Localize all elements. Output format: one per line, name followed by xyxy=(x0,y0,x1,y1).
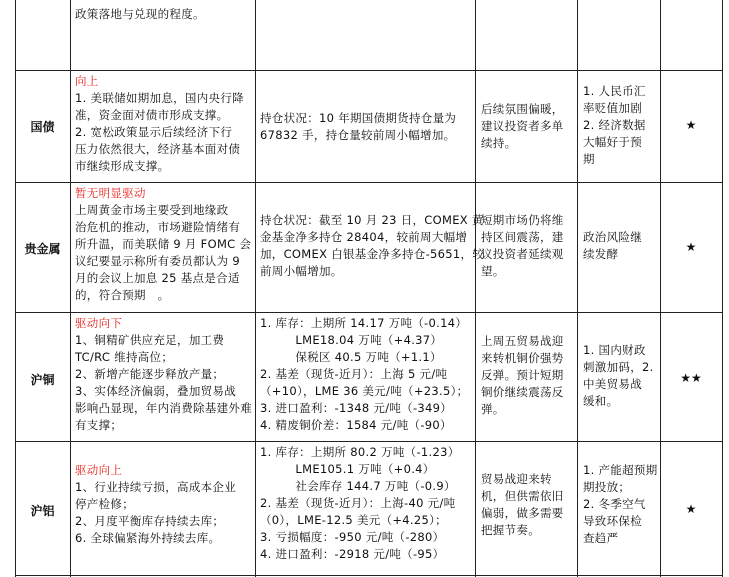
risk-line: 期 xyxy=(583,152,595,166)
risk-line: 导致环保检 xyxy=(583,514,642,528)
risk-line: 1. 人民币汇 xyxy=(583,84,646,98)
view-line: 偏弱，做多需要 xyxy=(481,506,564,520)
driver-line: 1. 美联储如期加息，国内央行降 xyxy=(75,91,244,105)
view-line: 上周五贸易战迎 xyxy=(481,334,564,348)
position-line: 持仓状况：截至 10 月 23 日，COMEX 黄 xyxy=(260,213,484,227)
position-line: 2. 基差（现货-近月）：上海 5 元/吨 xyxy=(260,367,448,381)
view-line: 反弹。预计短期 xyxy=(481,368,564,382)
row-divider xyxy=(15,312,723,313)
driver-line: 的，符合预期 。 xyxy=(75,288,170,302)
risk-line: 2. 冬季空气 xyxy=(583,497,646,511)
risk-line: 2. 经济数据 xyxy=(583,118,646,132)
driver-line: 议纪要显示称所有委员都认为 9 xyxy=(75,254,240,268)
driver-line: 2. 宽松政策显示后续经济下行 xyxy=(75,125,233,139)
view-line: 续持。 xyxy=(481,136,517,150)
driver-line: 1、行业持续亏损，高成本企业 xyxy=(75,480,237,494)
driver-line: 3、实体经济偏弱，叠加贸易战 xyxy=(75,384,237,398)
rating-star-icon: ★ xyxy=(685,502,697,516)
position-line: 前周小幅增加。 xyxy=(260,264,343,278)
driver-line: 有支撑； xyxy=(75,418,123,432)
position-line: （0），LME-12.5 美元（+4.25）； xyxy=(260,513,447,527)
driver-line: TC/RC 维持高位； xyxy=(75,350,174,364)
risk-line: 1. 产能超预期 xyxy=(583,463,658,477)
position-line: LME105.1 万吨（+0.4） xyxy=(260,462,435,476)
view-line: 短期市场仍将维 xyxy=(481,213,564,227)
positions-cell xyxy=(260,444,460,563)
view-line: 来转机铜价强势 xyxy=(481,351,564,365)
risk-cell xyxy=(583,229,642,263)
product-name: 贵金属 xyxy=(24,242,61,256)
trend-label: 驱动向上 xyxy=(75,463,123,477)
risk-line: 大幅好于预 xyxy=(583,135,642,149)
risk-line: 中美贸易战 xyxy=(583,377,642,391)
driver-line: 压力依然很大，经济基本面对债 xyxy=(75,142,241,156)
view-line: 持区间震荡，建 xyxy=(481,230,564,244)
drivers-cell xyxy=(75,462,236,547)
position-line: LME18.04 万吨（+4.37） xyxy=(260,333,443,347)
drivers-cell xyxy=(75,6,205,23)
position-line: 1. 库存：上期所 14.17 万吨（-0.14） xyxy=(260,316,468,330)
row-divider xyxy=(15,575,723,576)
view-line: 把握节奏。 xyxy=(481,523,540,537)
driver-line: 月的会议上加息 25 基点是合适 xyxy=(75,271,240,285)
driver-line: 2、新增产能逐步释放产量； xyxy=(75,367,225,381)
view-cell xyxy=(481,333,564,418)
risk-line: 1. 国内财政 xyxy=(583,343,646,357)
position-line: 3. 亏损幅度：-950 元/吨（-280） xyxy=(260,530,445,544)
driver-line: 1、铜精矿供应充足，加工费 xyxy=(75,333,225,347)
col-divider xyxy=(577,0,578,577)
drivers-cell xyxy=(75,315,252,434)
position-line: 2. 基差（现货-近月）：上海-40 元/吨 xyxy=(260,496,456,510)
view-line: 望。 xyxy=(481,264,505,278)
rating-star-icon: ★ xyxy=(685,118,697,132)
risk-cell xyxy=(583,83,646,168)
view-cell xyxy=(481,471,564,539)
positions-cell xyxy=(260,212,484,280)
drivers-cell xyxy=(75,73,244,175)
position-line: 3. 进口盈利：-1348 元/吨（-349） xyxy=(260,401,453,415)
view-cell xyxy=(481,101,564,152)
product-name: 国债 xyxy=(30,120,55,134)
driver-line: 影响凸显现，年内消费除基建外难 xyxy=(75,401,252,415)
col-divider xyxy=(722,0,723,577)
col-divider xyxy=(15,0,16,577)
view-line: 贸易战迎来转 xyxy=(481,472,552,486)
view-line: 机，但供需依旧 xyxy=(481,489,564,503)
view-line: 议投资者延续观 xyxy=(481,247,564,261)
view-line: 弹。 xyxy=(481,402,505,416)
rating-star-icon: ★ xyxy=(685,240,697,254)
trend-label: 向上 xyxy=(75,74,99,88)
row-divider xyxy=(15,70,723,71)
row-divider xyxy=(15,182,723,183)
position-line: 4. 进口盈利：-2918 元/吨（-95） xyxy=(260,547,445,561)
risk-cell xyxy=(583,342,654,410)
col-divider xyxy=(255,0,256,577)
position-line: 1. 库存：上期所 80.2 万吨（-1.23） xyxy=(260,445,460,459)
product-name: 沪铝 xyxy=(30,504,55,518)
col-divider xyxy=(475,0,476,577)
risk-line: 期投放； xyxy=(583,480,631,494)
position-line: 保税区 40.5 万吨（+1.1） xyxy=(260,350,442,364)
driver-line: 准，资金面对债市形成支撑。 xyxy=(75,108,229,122)
driver-line: 2、月度平衡库存持续去库； xyxy=(75,514,225,528)
driver-line: 上周黄金市场主要受到地缘政 xyxy=(75,203,229,217)
position-line: 金基金净多持仓 28404，较前周大幅增 xyxy=(260,230,468,244)
col-divider xyxy=(660,0,661,577)
position-line: 社会库存 144.7 万吨（-0.9） xyxy=(260,479,456,493)
view-line: 建议投资者多单 xyxy=(481,119,564,133)
risk-cell xyxy=(583,462,658,547)
row-divider xyxy=(15,441,723,442)
position-line: 加，COMEX 白银基金净多持仓-5651，较 xyxy=(260,247,485,261)
risk-line: 率贬值加剧 xyxy=(583,101,642,115)
rating-star-icon: ★★ xyxy=(680,371,702,385)
product-name: 沪铜 xyxy=(30,373,55,387)
positions-cell xyxy=(260,110,456,144)
position-line: 67832 手，持仓量较前周小幅增加。 xyxy=(260,128,456,142)
trend-label: 暂无明显驱动 xyxy=(75,186,146,200)
drivers-cell xyxy=(75,185,251,304)
position-line: （+10），LME 36 美元/吨（+23.5）； xyxy=(260,384,469,398)
view-line: 后续氛围偏暖， xyxy=(481,102,564,116)
risk-line: 续发酵 xyxy=(583,247,619,261)
driver-line: 停产检修； xyxy=(75,497,134,511)
driver-line: 所升温，而美联储 9 月 FOMC 会 xyxy=(75,237,252,251)
positions-cell xyxy=(260,315,468,434)
risk-line: 缓和。 xyxy=(583,394,619,408)
driver-line: 6. 全球偏紧海外持续去库。 xyxy=(75,531,221,545)
driver-line: 市继续形成支撑。 xyxy=(75,159,170,173)
risk-line: 查趋严 xyxy=(583,531,619,545)
driver-line: 政策落地与兑现的程度。 xyxy=(75,7,205,21)
risk-line: 政治风险继 xyxy=(583,230,642,244)
position-line: 4. 精废铜价差：1584 元/吨（-90） xyxy=(260,418,452,432)
risk-line: 刺激加码，2. xyxy=(583,360,654,374)
trend-label: 驱动向下 xyxy=(75,316,123,330)
driver-line: 治危机的推动，市场避险情绪有 xyxy=(75,220,241,234)
position-line: 持仓状况：10 年期国债期货持仓量为 xyxy=(260,111,457,125)
col-divider xyxy=(70,0,71,577)
view-cell xyxy=(481,212,564,280)
view-line: 铜价继续震荡反 xyxy=(481,385,564,399)
